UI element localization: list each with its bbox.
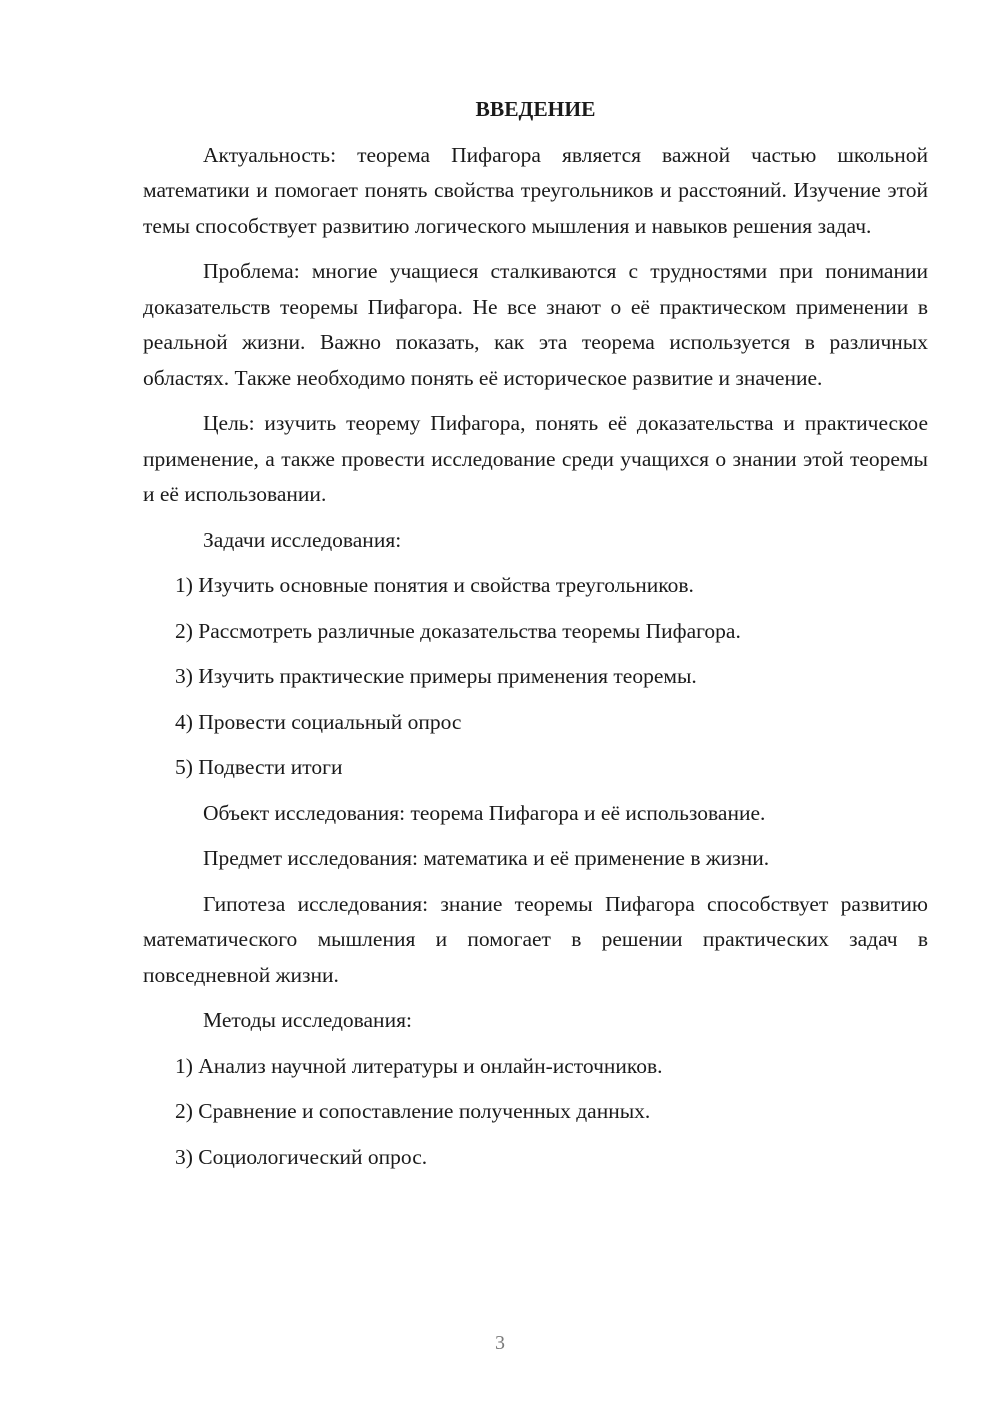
document-page (143, 92, 928, 1185)
hypothesis-paragraph: Гипотеза исследования: знание теоремы Пифагора способствует развитию математического мышления и помогает в решении практических задач в повседневной жизни. (143, 891, 928, 987)
object-line: Объект исследования: теорема Пифагора и её использование. (203, 800, 766, 825)
task-item: 3) Изучить практические примеры применения теоремы. (175, 664, 697, 688)
goal-paragraph: Цель: изучить теорему Пифагора, понять её доказательства и практическое применение, а также провести исследование среди учащихся о знании этой теоремы и её использовании. (143, 411, 928, 506)
task-item: 4) Провести социальный опрос (175, 709, 462, 734)
page-number: 3 (495, 1332, 505, 1354)
method-item: 3) Социологический опрос. (175, 1144, 428, 1169)
tasks-heading: Задачи исследования: (203, 527, 402, 552)
methods-heading: Методы исследования: (203, 1008, 412, 1032)
method-item: 2) Сравнение и сопоставление полученных данных. (175, 1099, 651, 1123)
method-item: 1) Анализ научной литературы и онлайн-источников. (175, 1053, 663, 1078)
subject-line: Предмет исследования: математика и её применение в жизни. (203, 846, 770, 870)
relevance-paragraph: Актуальность: теорема Пифагора является важной частью школьной математики и помогает понять свойства треугольников и расстояний. Изучение этой темы способствует развитию логического мышления и навыков решения задач. (143, 142, 928, 238)
section-title: ВВЕДЕНИЕ (475, 97, 596, 121)
task-item: 5) Подвести итоги (175, 755, 343, 779)
problem-paragraph: Проблема: многие учащиеся сталкиваются с трудностями при понимании доказательств теоремы Пифагора. Не все знают о её практическом применении в реальной жизни. Важно показать, как эта теорема используется в различных областях. Также необходимо понять её историческое развитие и значение. (143, 259, 928, 390)
task-item: 2) Рассмотреть различные доказательства теоремы Пифагора. (175, 618, 741, 643)
task-item: 1) Изучить основные понятия и свойства треугольников. (175, 573, 694, 597)
